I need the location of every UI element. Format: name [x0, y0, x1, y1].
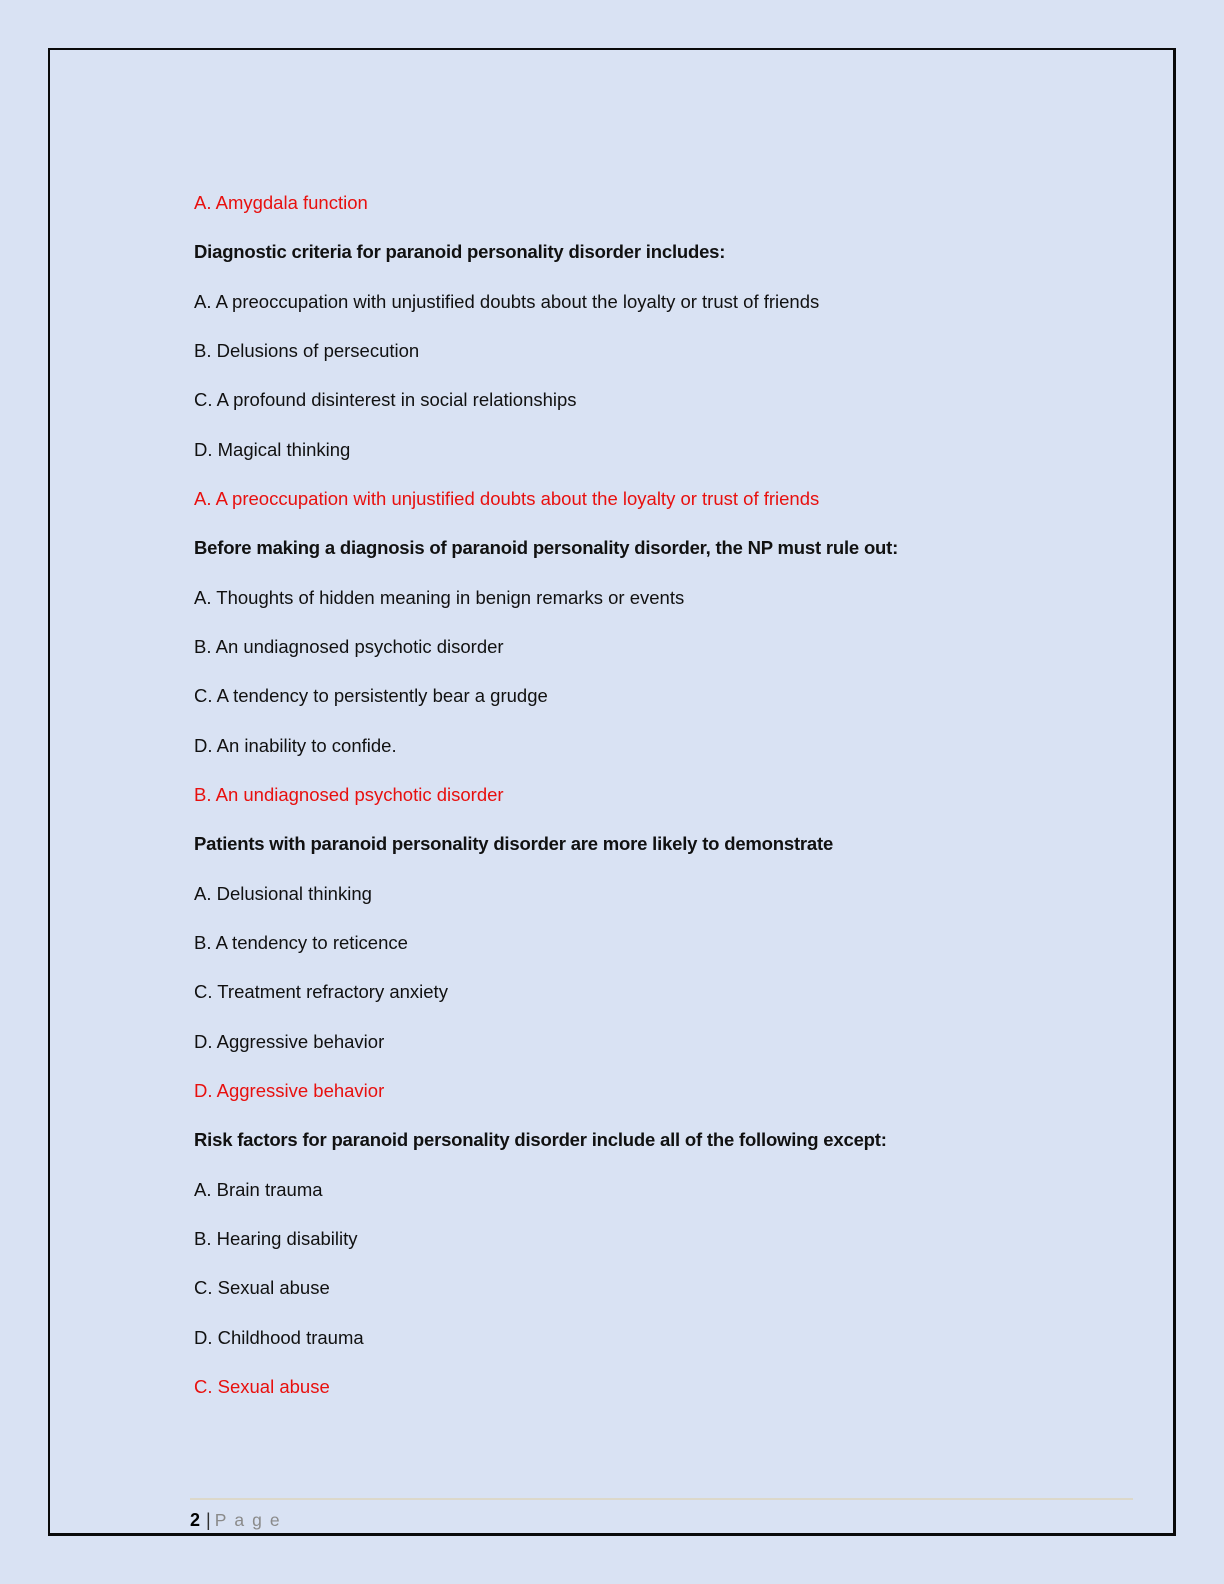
answer-text: A. Amygdala function [194, 192, 368, 213]
answer-text: C. Sexual abuse [194, 1375, 330, 1397]
footer-separator: | [206, 1510, 211, 1530]
answer-text: B. An undiagnosed psychotic disorder [194, 783, 504, 805]
option-text: B. Delusions of persecution [194, 339, 420, 361]
option-text: D. Childhood trauma [194, 1326, 364, 1348]
page-number: 2 [190, 1510, 201, 1530]
option-text: B. A tendency to reticence [194, 931, 408, 953]
option-text: C. Sexual abuse [194, 1277, 330, 1299]
footer-page-label: Page [214, 1510, 288, 1530]
option-text: D. Aggressive behavior [194, 1030, 385, 1052]
question-text: Patients with paranoid personality disorder are more likely to demonstrate [194, 833, 834, 855]
option-text: B. An undiagnosed psychotic disorder [194, 635, 504, 657]
answer-text: A. A preoccupation with unjustified doubts about the loyalty or trust of friends [194, 487, 820, 509]
option-text: B. Hearing disability [194, 1227, 358, 1249]
page-footer [190, 1498, 1133, 1531]
option-text: A. A preoccupation with unjustified doubts about the loyalty or trust of friends [194, 290, 820, 312]
footer-page-indicator [190, 1510, 1133, 1531]
option-text: C. A profound disinterest in social relationships [194, 389, 577, 411]
document-body [194, 178, 1134, 1411]
question-text: Before making a diagnosis of paranoid personality disorder, the NP must rule out: [194, 537, 899, 559]
page-border-frame [48, 48, 1176, 1536]
option-text: C. A tendency to persistently bear a grudge [194, 685, 548, 707]
question-text: Diagnostic criteria for paranoid personality disorder includes: [194, 241, 726, 263]
option-text: A. Delusional thinking [194, 882, 372, 904]
option-text: D. Magical thinking [194, 438, 351, 460]
footer-divider [190, 1498, 1133, 1500]
question-text: Risk factors for paranoid personality disorder include all of the following except: [194, 1129, 887, 1151]
option-text: A. Thoughts of hidden meaning in benign remarks or events [194, 586, 685, 608]
option-text: C. Treatment refractory anxiety [194, 981, 448, 1003]
option-text: A. Brain trauma [194, 1178, 323, 1200]
answer-text: D. Aggressive behavior [194, 1079, 385, 1101]
option-text: D. An inability to confide. [194, 734, 397, 756]
